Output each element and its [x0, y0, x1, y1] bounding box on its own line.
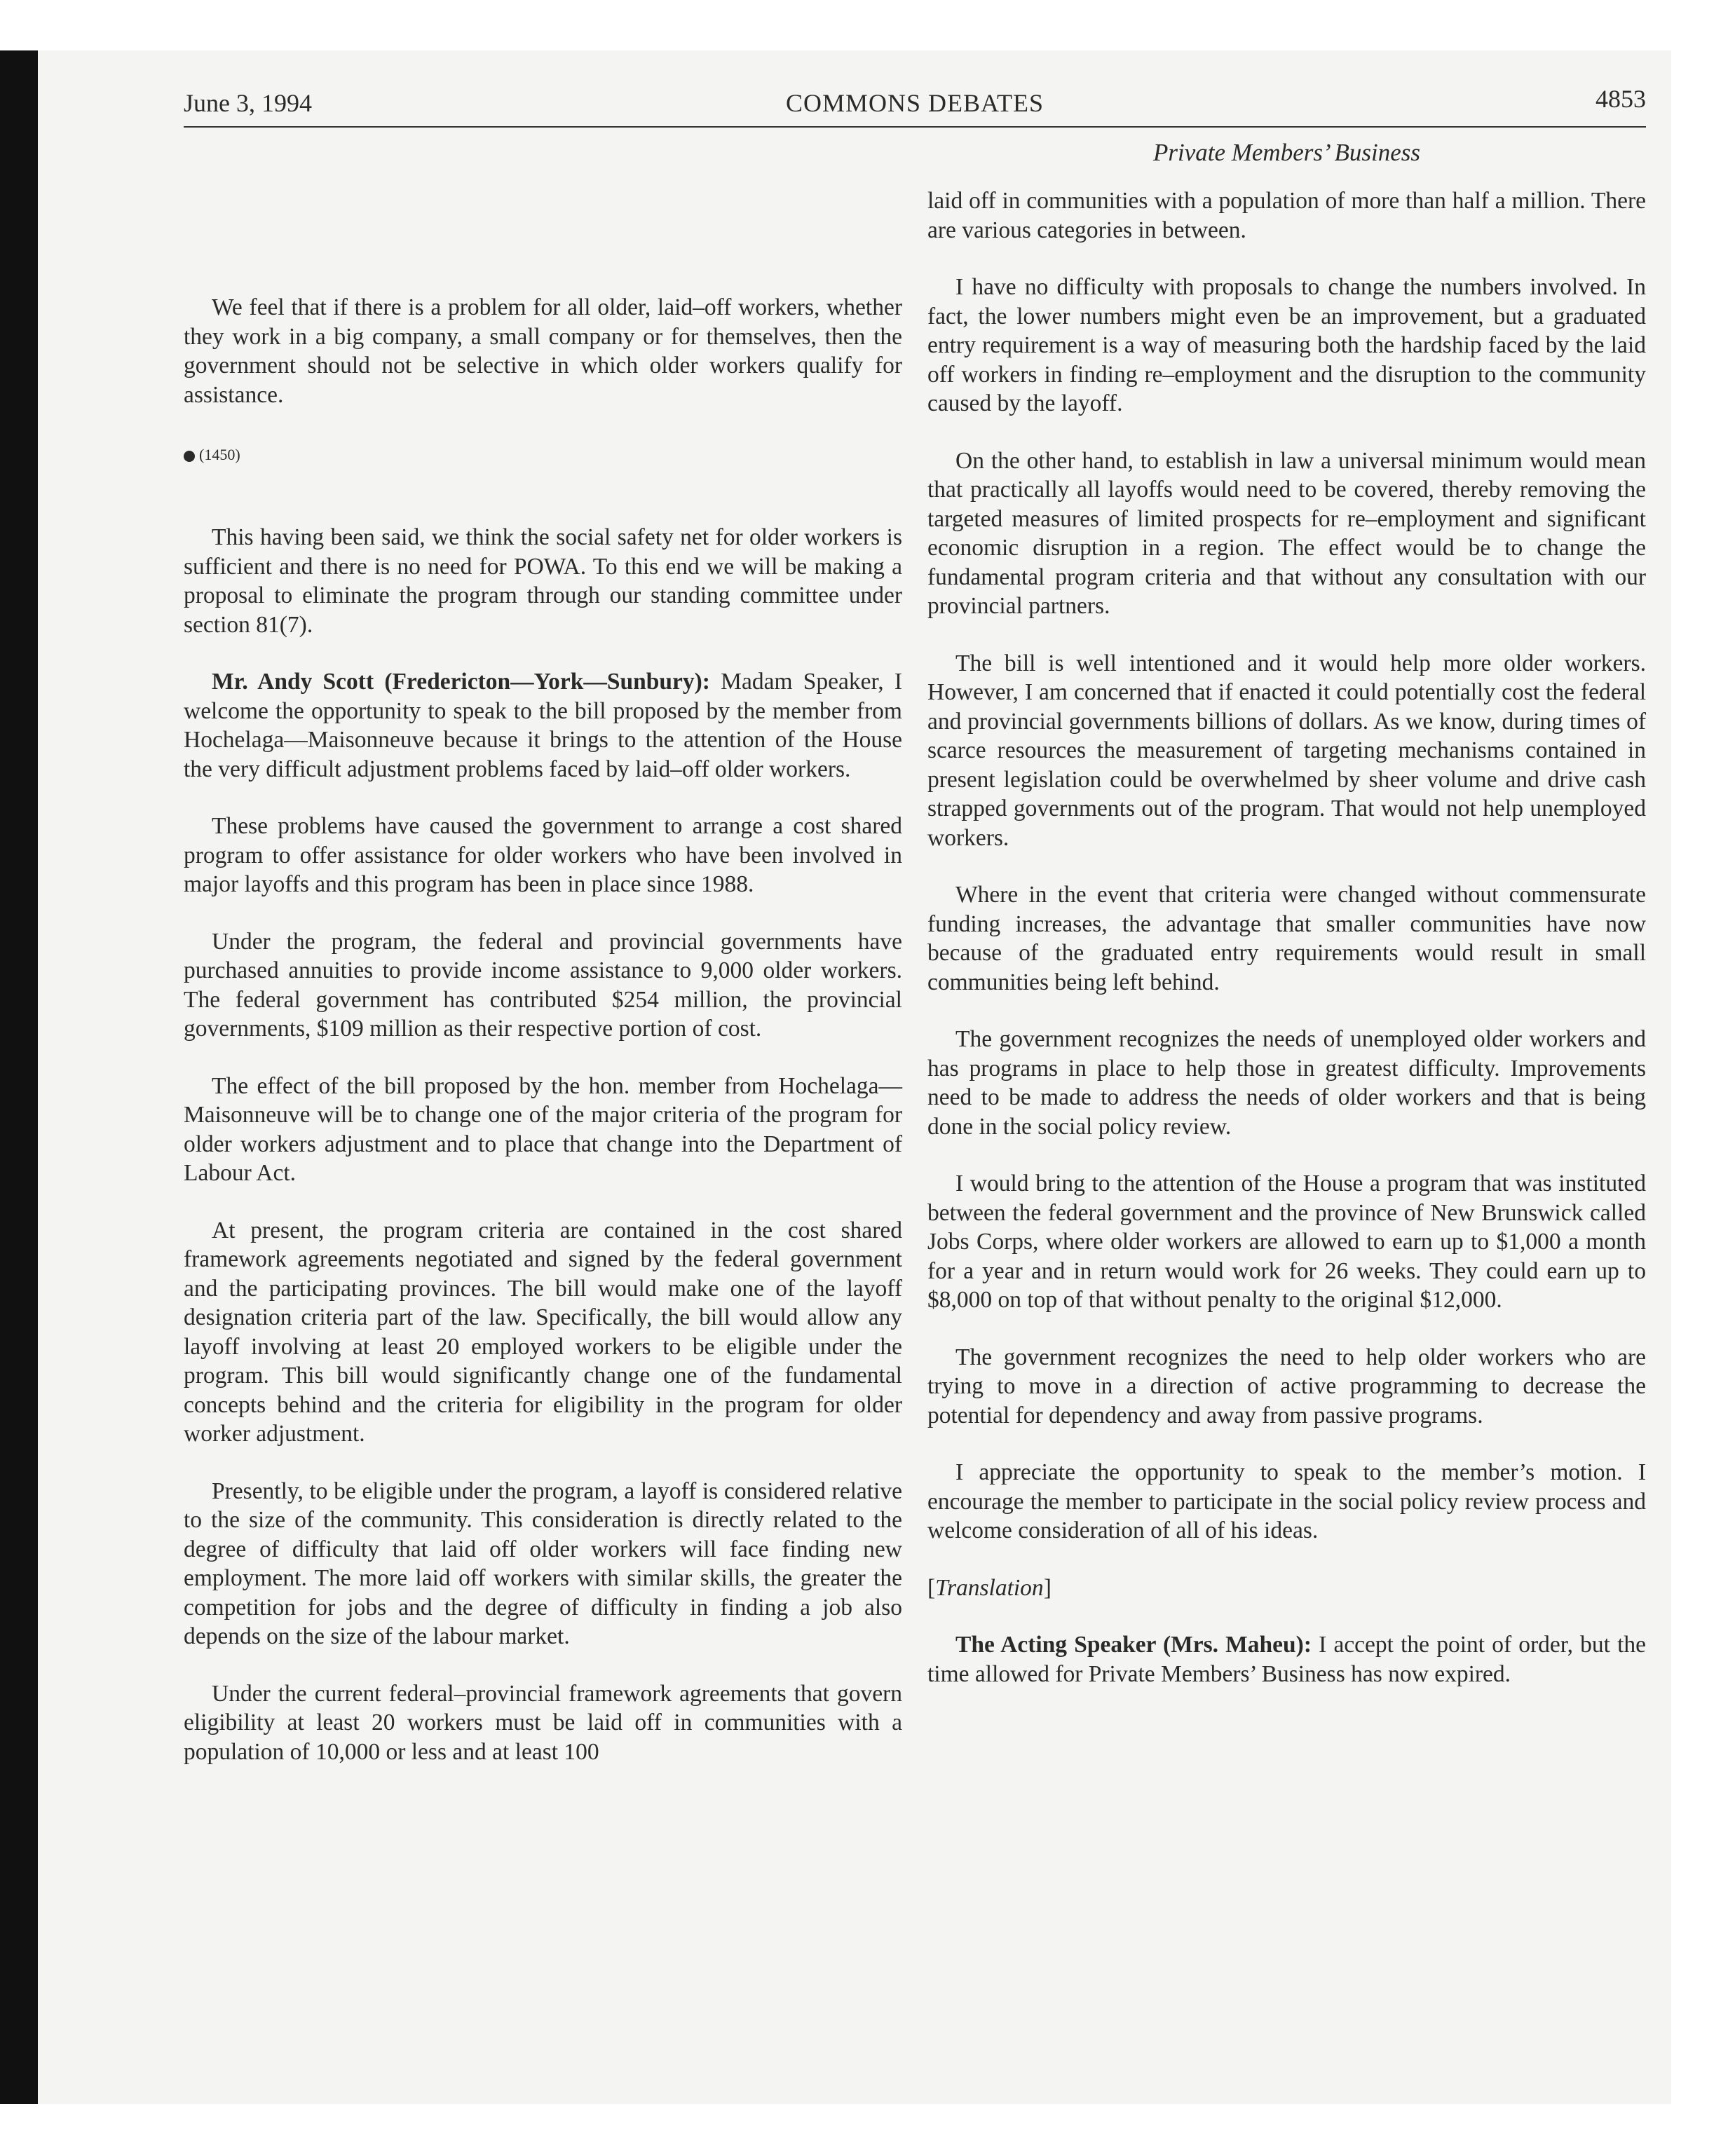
- page-header: [184, 84, 1646, 128]
- paragraph: The government recognizes the need to help older workers who are trying to move in a direction of active programming to decrease the potential for dependency and away from passive programs.: [927, 1344, 1646, 1428]
- section-heading: Private Members’ Business: [1152, 139, 1421, 166]
- translation-note: [Translation]: [927, 1574, 1052, 1601]
- speech-text: I accept the point of order, but the time allowed for Private Members’ Business has now expired.: [927, 1632, 1646, 1687]
- translation-label: Translation: [935, 1574, 1044, 1601]
- speaker-name: Mr. Andy Scott (Fredericton—York—Sunbury):: [212, 669, 710, 695]
- paragraph: The effect of the bill proposed by the hon. member from Hochelaga—Maisonneuve will be to change one of the major criteria of the program for older workers adjustment and to place that change into the Department of Labour Act.: [184, 1072, 902, 1186]
- time-marker: [184, 444, 902, 465]
- speech-paragraph: [184, 667, 902, 784]
- paragraph: The bill is well intentioned and it would help more older workers. However, I am concerned that if enacted it could potentially cost the federal and provincial governments billions of dollars. As we know, during times of scarce resources the measurement of targeting mechanisms contained in present legislation could be overwhelmed by sheer volume and drive cash strapped governments out of the program. That would not help unemployed workers.: [927, 650, 1646, 851]
- paragraph: This having been said, we think the social safety net for older workers is sufficient and there is no need for POWA. To this end we will be making a proposal to eliminate the program through our standing committee under section 81(7).: [184, 524, 902, 638]
- speaker-name: The Acting Speaker (Mrs. Maheu):: [955, 1632, 1312, 1658]
- speech-paragraph: [927, 1630, 1646, 1688]
- paragraph: Where in the event that criteria were changed without commensurate funding increases, the advantage that smaller communities have now because of the graduated entry requirements would result in small communities being left behind.: [927, 882, 1646, 995]
- header-date: June 3, 1994: [184, 89, 312, 117]
- paragraph: I would bring to the attention of the House a program that was instituted between the federal government and the province of New Brunswick called Jobs Corps, where older workers are allowed to earn up to $1,000 a month for a year and in return would work for 26 weeks. They could earn up to $8,000 on top of that without penalty to the original $12,000.: [927, 1171, 1646, 1313]
- paragraph: The government recognizes the needs of unemployed older workers and has programs in place to help those in greatest difficulty. Improvements need to be made to address the needs of older workers and that is being done in the social policy review.: [927, 1026, 1646, 1140]
- speech-text: Madam Speaker, I welcome the opportunity to speak to the bill proposed by the member from Hochelaga—Maisonneuve because it brings to the attention of the House the very difficult adjustment problems faced by laid–off older workers.: [184, 669, 902, 782]
- paragraph: I appreciate the opportunity to speak to the member’s motion. I encourage the member to participate in the social policy review process and welcome consideration of all of his ideas.: [927, 1459, 1646, 1543]
- paragraph: Presently, to be eligible under the program, a layoff is considered relative to the size of the community. This consideration is directly related to the degree of difficulty that laid off older workers will face finding new employment. The more laid off workers with similar skills, the greater the competition for jobs and the degree of difficulty in finding a job also depends on the size of the labour market.: [184, 1478, 902, 1649]
- body-columns: [184, 126, 1646, 2047]
- header-page-number: 4853: [1595, 85, 1646, 113]
- paragraph: I have no difficulty with proposals to change the numbers involved. In fact, the lower numbers might even be an improvement, but a graduated entry requirement is a way of measuring both the hardship faced by the laid off workers in finding re–employment and the disruption to the community caused by the layoff.: [927, 274, 1646, 416]
- bullet-icon: [184, 451, 195, 462]
- right-column: [927, 126, 1646, 1717]
- paragraph: We feel that if there is a problem for all older, laid–off workers, whether they work in a big company, a small company or for themselves, then the government should not be selective in which older workers qualify for assistance.: [184, 294, 902, 408]
- scan-edge-shadow: [0, 50, 38, 2104]
- paragraph: Under the current federal–provincial framework agreements that govern eligibility at least 20 workers must be laid off in communities with a population of 10,000 or less and at least 100: [184, 1680, 902, 1765]
- header-title: COMMONS DEBATES: [785, 89, 1045, 117]
- paragraph: On the other hand, to establish in law a universal minimum would mean that practically all layoffs would need to be covered, thereby removing the targeted measures of limited prospects for re–employment and significant economic disruption in a region. The effect would be to change the fundamental program criteria and that without any consultation with our provincial partners.: [927, 447, 1646, 619]
- paragraph: laid off in communities with a population of more than half a million. There are various categories in between.: [927, 188, 1646, 243]
- paragraph: At present, the program criteria are contained in the cost shared framework agreements negotiated and signed by the federal government and the participating provinces. The bill would make one of the layoff designation criteria part of the law. Specifically, the bill would allow any layoff involving at least 20 employed workers to be eligible under the program. This bill would significantly change one of the fundamental concepts behind and the criteria for eligibility in the program for older worker adjustment.: [184, 1217, 902, 1447]
- paragraph: Under the program, the federal and provincial governments have purchased annuities to provide income assistance to 9,000 older workers. The federal government has contributed $254 million, the provincial governments, $109 million as their respective portion of cost.: [184, 928, 902, 1042]
- time-marker-label: (1450): [199, 446, 240, 463]
- left-column: [184, 293, 902, 1794]
- paragraph: These problems have caused the government to arrange a cost shared program to offer assistance for older workers who have been involved in major layoffs and this program has been in place since 1988.: [184, 813, 902, 897]
- hansard-page: [184, 84, 1646, 2047]
